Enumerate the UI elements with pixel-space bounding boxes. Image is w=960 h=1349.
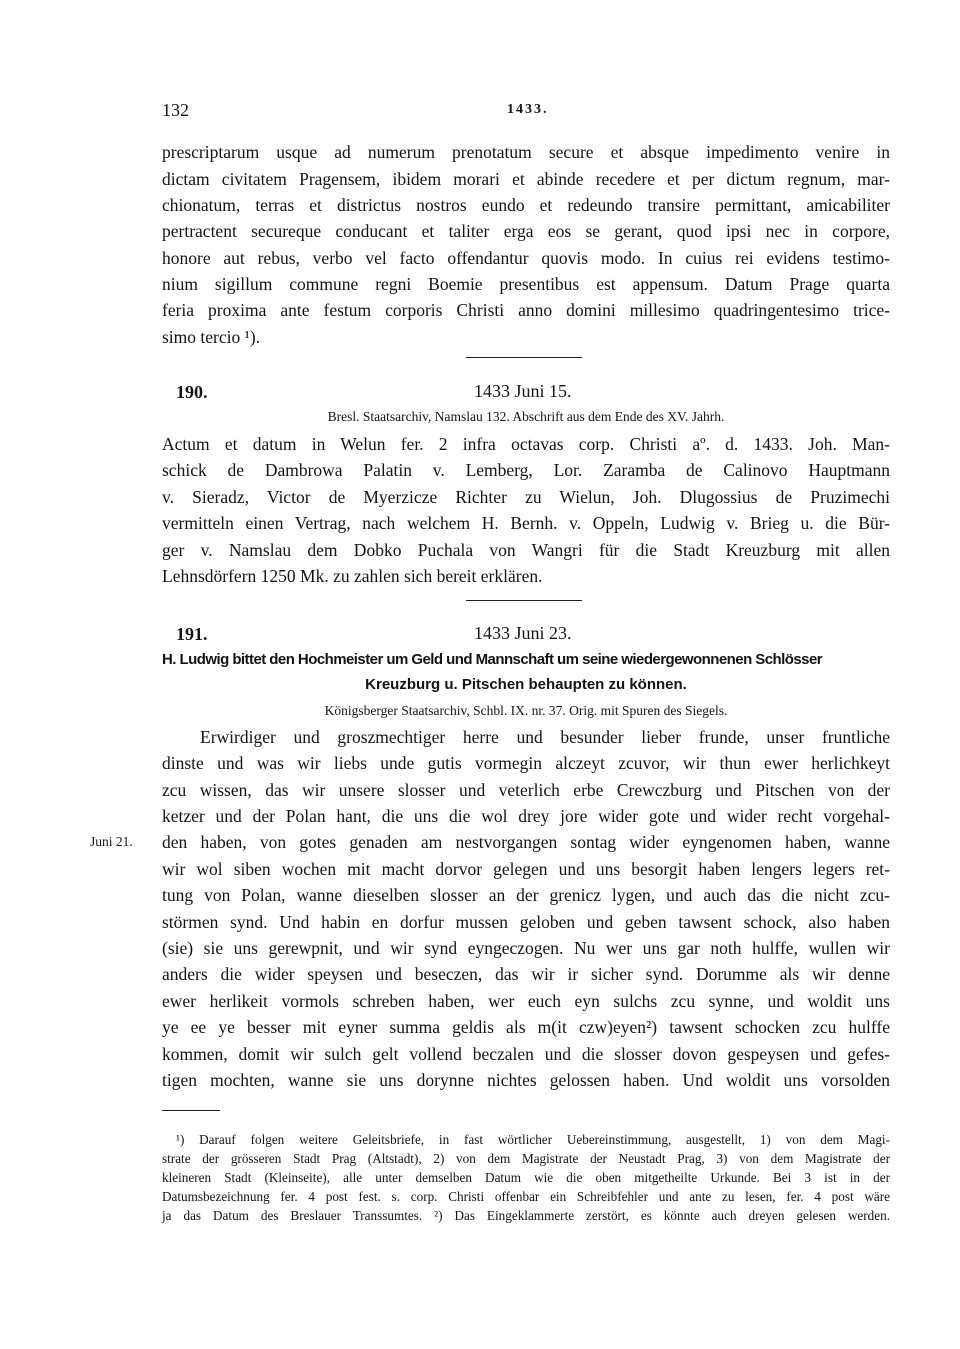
text-line: den haben, von gotes genaden am nestvorgangen sontag wider eyngenomen haben, wanne bbox=[162, 832, 890, 852]
text-line: chionatum, terras et districtus nostros eundo et redeundo transire permittant, amicabiliter bbox=[162, 195, 890, 215]
document-date: 1433 Juni 15. bbox=[474, 381, 572, 401]
text-line: wir wol siben wochen mit macht dorvor gelegen und uns besorgit haben lengers legers ret- bbox=[162, 859, 890, 879]
text-line: tung von Polan, wanne dieselben slosser an der grenicz lygen, und auch das die nicht zcu- bbox=[162, 885, 890, 905]
text-line: nium sigillum commune regni Boemie presentibus est appensum. Datum Prage quarta bbox=[162, 274, 890, 294]
text-line: ger v. Namslau dem Dobko Puchala von Wangri für die Stadt Kreuzburg mit allen bbox=[162, 540, 890, 560]
text-line: zcu wissen, das wir unsere slosser und veterlich erbe Crewczburg und Pitschen von der bbox=[162, 780, 890, 800]
margin-date-note: Juni 21. bbox=[90, 834, 133, 849]
text-line: Erwirdiger und groszmechtiger herre und besunder lieber frunde, unser fruntliche bbox=[200, 727, 890, 747]
text-line: kommen, domit wir sulch gelt vollend beczalen und die slosser dovon gespeysen und gefes- bbox=[162, 1044, 890, 1064]
document-number: 190. bbox=[176, 382, 208, 402]
footnote-line: ¹) Darauf folgen weitere Geleitsbriefe, in fast wörtlicher Uebereinstimmung, ausgestellt, 1) von dem Magi- bbox=[176, 1132, 890, 1147]
text-line: schick de Dambrowa Palatin v. Lemberg, Lor. Zaramba de Calinovo Hauptmann bbox=[162, 460, 890, 480]
text-line: simo tercio ¹). bbox=[162, 327, 261, 347]
document-title: H. Ludwig bittet den Hochmeister um Geld und Mannschaft um seine wiedergewonnenen Schlösser bbox=[162, 651, 823, 668]
text-line: tigen mochten, wanne sie uns dorynne nichtes gelossen haben. Und woldit uns vorsolden bbox=[162, 1070, 890, 1090]
footnote-line: Datumsbezeichnung fer. 4 post fest. s. corp. Christi offenbar ein Schreibfehler und ante zu lesen, fer. 4 post wäre bbox=[162, 1189, 890, 1204]
section-divider bbox=[466, 600, 582, 601]
footnote-line: ja das Datum des Breslauer Transsumtes. ²) Das Eingeklammerte zerstört, es könnte auch dreyen gelesen werden. bbox=[162, 1208, 890, 1223]
text-line: (sie) sie uns gerewpnit, und wir synd eyngeczogen. Nu wer uns gar noth hulffe, wullen wir bbox=[162, 938, 890, 958]
page-number: 132 bbox=[162, 100, 189, 120]
text-line: dictam civitatem Pragensem, ibidem morari et abinde recedere et per dictum regnum, mar- bbox=[162, 169, 890, 189]
text-line: vermitteln einen Vertrag, nach welchem H. Bernh. v. Oppeln, Ludwig v. Brieg u. die Bür- bbox=[162, 513, 890, 533]
text-line: ye ee ye besser mit eyner summa geldis als m(it czw)eyen²) tawsent schocken zcu hulffe bbox=[162, 1017, 890, 1037]
text-line: Actum et datum in Welun fer. 2 infra octavas corp. Christi aº. d. 1433. Joh. Man- bbox=[162, 434, 890, 454]
document-number: 191. bbox=[176, 624, 208, 644]
text-line: honore aut rebus, verbo vel facto offendantur quovis modo. In cuius rei evidens testimo- bbox=[162, 248, 890, 268]
section-divider bbox=[466, 357, 582, 358]
footnote-rule bbox=[162, 1110, 220, 1111]
footnote-line: strate der grösseren Stadt Prag (Altstadt), 2) von dem Magistrate der Neustadt Prag, 3) von dem Magistrate der bbox=[162, 1151, 890, 1166]
text-line: ewer herlikeit vormols schreben haben, wer euch eyn sulchs zcu synne, und woldit uns bbox=[162, 991, 890, 1011]
source-note: Bresl. Staatsarchiv, Namslau 132. Abschrift aus dem Ende des XV. Jahrh. bbox=[327, 409, 725, 424]
text-line: feria proxima ante festum corporis Christi anno domini millesimo quadringentesimo trice- bbox=[162, 300, 890, 320]
text-line: störmen synd. Und habin en dorfur mussen geloben und geben tawsent schock, also haben bbox=[162, 912, 890, 932]
text-line: Lehnsdörfern 1250 Mk. zu zahlen sich bereit erklären. bbox=[162, 566, 543, 586]
document-date: 1433 Juni 23. bbox=[474, 623, 572, 643]
running-head-year: 1433. bbox=[507, 102, 549, 117]
text-line: pertractent secureque conducant et taliter erga eos se gerant, quod ipsi nec in corpore, bbox=[162, 221, 890, 241]
text-line: anders die wider speysen und beseczen, das wir ir sicher synd. Dorumme als wir denne bbox=[162, 964, 890, 984]
document-title-continued: Kreuzburg u. Pitschen behaupten zu können. bbox=[365, 676, 687, 693]
footnote-line: kleineren Stadt (Kleinseite), alle unter demselben Datum wie die oben mitgetheilte Urkunde. Bei 3 ist in der bbox=[162, 1170, 890, 1185]
text-line: v. Sieradz, Victor de Myerzicze Richter zu Wielun, Joh. Dlugossius de Pruzimechi bbox=[162, 487, 890, 507]
text-line: dinste und was wir liebs unde gutis vormegin alczeyt zcuvor, wir thun ewer herlichkeyt bbox=[162, 753, 890, 773]
text-line: ketzer und der Polan hant, die uns die wol drey jore wider gote und wider recht vorgehal- bbox=[162, 806, 890, 826]
source-note: Königsberger Staatsarchiv, Schbl. IX. nr. 37. Orig. mit Spuren des Siegels. bbox=[324, 703, 728, 718]
text-line: prescriptarum usque ad numerum prenotatum secure et absque impedimento venire in bbox=[162, 142, 890, 162]
